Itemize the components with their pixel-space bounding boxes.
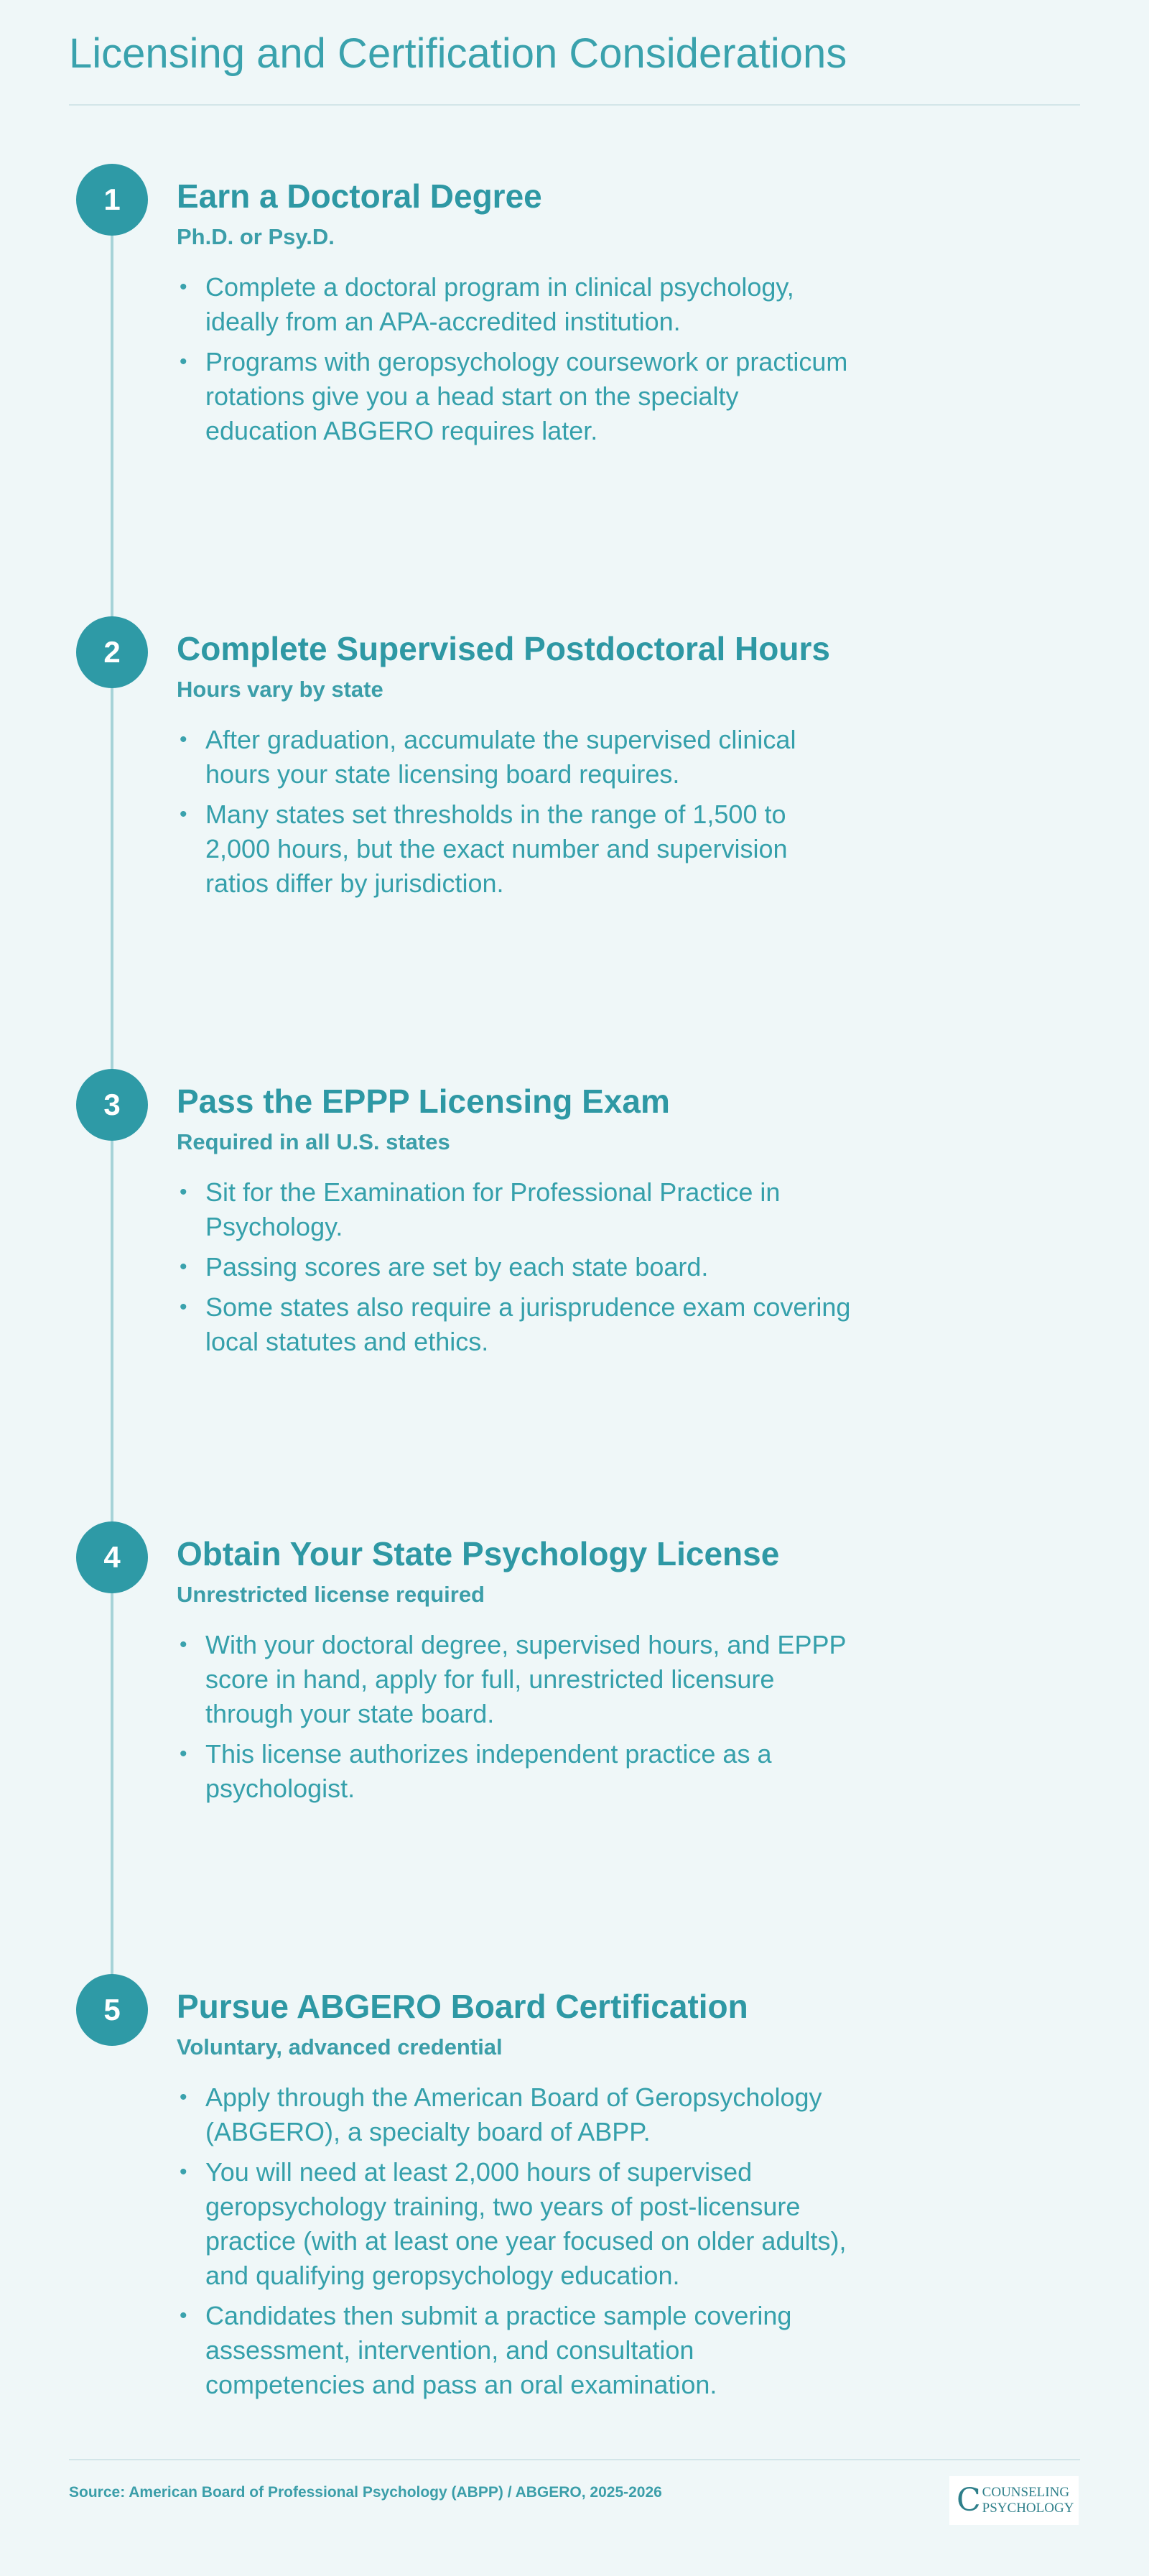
bullet-text: Programs with geropsychology coursework or practicum rotations give you a head start on the specialty education ABGERO requires later. xyxy=(205,347,848,446)
bullet-text: This license authorizes independent practice as a psychologist. xyxy=(205,1739,772,1804)
bullet-icon: • xyxy=(180,350,187,374)
step-title: Obtain Your State Psychology License xyxy=(177,1535,780,1572)
bullet-icon: • xyxy=(180,1255,187,1279)
bullet-text: Sit for the Examination for Professional Practice in Psychology. xyxy=(205,1177,781,1242)
bullet-text: Passing scores are set by each state board. xyxy=(205,1252,709,1282)
counseling-psychology-logo xyxy=(949,2476,1079,2525)
bullet-icon: • xyxy=(180,2160,187,2184)
step-number-badge: 3 xyxy=(76,1069,148,1141)
bullet-item xyxy=(177,723,852,792)
step-number-badge: 2 xyxy=(76,616,148,688)
bullet-text: You will need at least 2,000 hours of supervised geropsychology training, two years of post-licensure practice (with at least one year focused on older adults), and qualifying geropsychology education. xyxy=(205,2157,847,2291)
bullet-item xyxy=(177,345,852,448)
logo-wordmark xyxy=(982,2485,1074,2516)
step-bullet-list xyxy=(177,1175,852,1359)
step-bullet-list xyxy=(177,723,852,901)
bullet-text: Complete a doctoral program in clinical psychology, ideally from an APA-accredited institution. xyxy=(205,272,794,337)
step-subtitle: Required in all U.S. states xyxy=(177,1129,450,1155)
bullet-item xyxy=(177,2299,852,2402)
bullet-text: Many states set thresholds in the range of 1,500 to 2,000 hours, but the exact number and supervision ratios differ by jurisdiction. xyxy=(205,800,788,899)
bullet-item xyxy=(177,270,852,339)
logo-line-1: COUNSELING xyxy=(982,2485,1070,2500)
bullet-icon: • xyxy=(180,2085,187,2110)
bullet-icon: • xyxy=(180,1180,187,1205)
bullet-icon: • xyxy=(180,1633,187,1657)
bullet-item xyxy=(177,1290,852,1359)
bullet-item xyxy=(177,2080,852,2149)
step-bullet-list xyxy=(177,270,852,448)
bullet-icon: • xyxy=(180,1295,187,1320)
step-number-badge: 5 xyxy=(76,1974,148,2046)
bullet-text: Candidates then submit a practice sample covering assessment, intervention, and consultation competencies and pass an oral examination. xyxy=(205,2301,792,2400)
bullet-item xyxy=(177,1628,852,1731)
step-subtitle: Ph.D. or Psy.D. xyxy=(177,224,335,250)
step-subtitle: Hours vary by state xyxy=(177,677,383,703)
bullet-item xyxy=(177,2155,852,2293)
bullet-item xyxy=(177,1175,852,1244)
bullet-item xyxy=(177,1737,852,1806)
bullet-icon: • xyxy=(180,728,187,752)
step-title: Pursue ABGERO Board Certification xyxy=(177,1988,748,2025)
footer-divider xyxy=(69,2459,1080,2460)
step-number-badge: 1 xyxy=(76,164,148,236)
step-bullet-list xyxy=(177,1628,852,1806)
page-title: Licensing and Certification Considerations xyxy=(69,30,847,77)
step-title: Complete Supervised Postdoctoral Hours xyxy=(177,630,830,667)
step-subtitle: Unrestricted license required xyxy=(177,1582,485,1608)
logo-line-2: PSYCHOLOGY xyxy=(982,2501,1074,2516)
bullet-text: Apply through the American Board of Geropsychology (ABGERO), a specialty board of ABPP. xyxy=(205,2082,822,2147)
bullet-icon: • xyxy=(180,802,187,827)
bullet-item xyxy=(177,797,852,901)
bullet-text: With your doctoral degree, supervised hours, and EPPP score in hand, apply for full, unrestricted licensure through your state board. xyxy=(205,1630,846,1729)
source-citation: Source: American Board of Professional Psychology (ABPP) / ABGERO, 2025-2026 xyxy=(69,2484,662,2501)
step-title: Earn a Doctoral Degree xyxy=(177,177,542,215)
bullet-icon: • xyxy=(180,2304,187,2328)
bullet-text: Some states also require a jurisprudence exam covering local statutes and ethics. xyxy=(205,1292,851,1357)
bullet-text: After graduation, accumulate the supervised clinical hours your state licensing board requires. xyxy=(205,725,796,789)
step-title: Pass the EPPP Licensing Exam xyxy=(177,1083,670,1120)
bullet-icon: • xyxy=(180,275,187,300)
logo-head-icon: C xyxy=(957,2482,981,2519)
header-divider xyxy=(69,104,1080,106)
bullet-icon: • xyxy=(180,1742,187,1766)
step-subtitle: Voluntary, advanced credential xyxy=(177,2034,503,2060)
bullet-item xyxy=(177,1250,852,1284)
step-bullet-list xyxy=(177,2080,852,2402)
step-number-badge: 4 xyxy=(76,1521,148,1593)
